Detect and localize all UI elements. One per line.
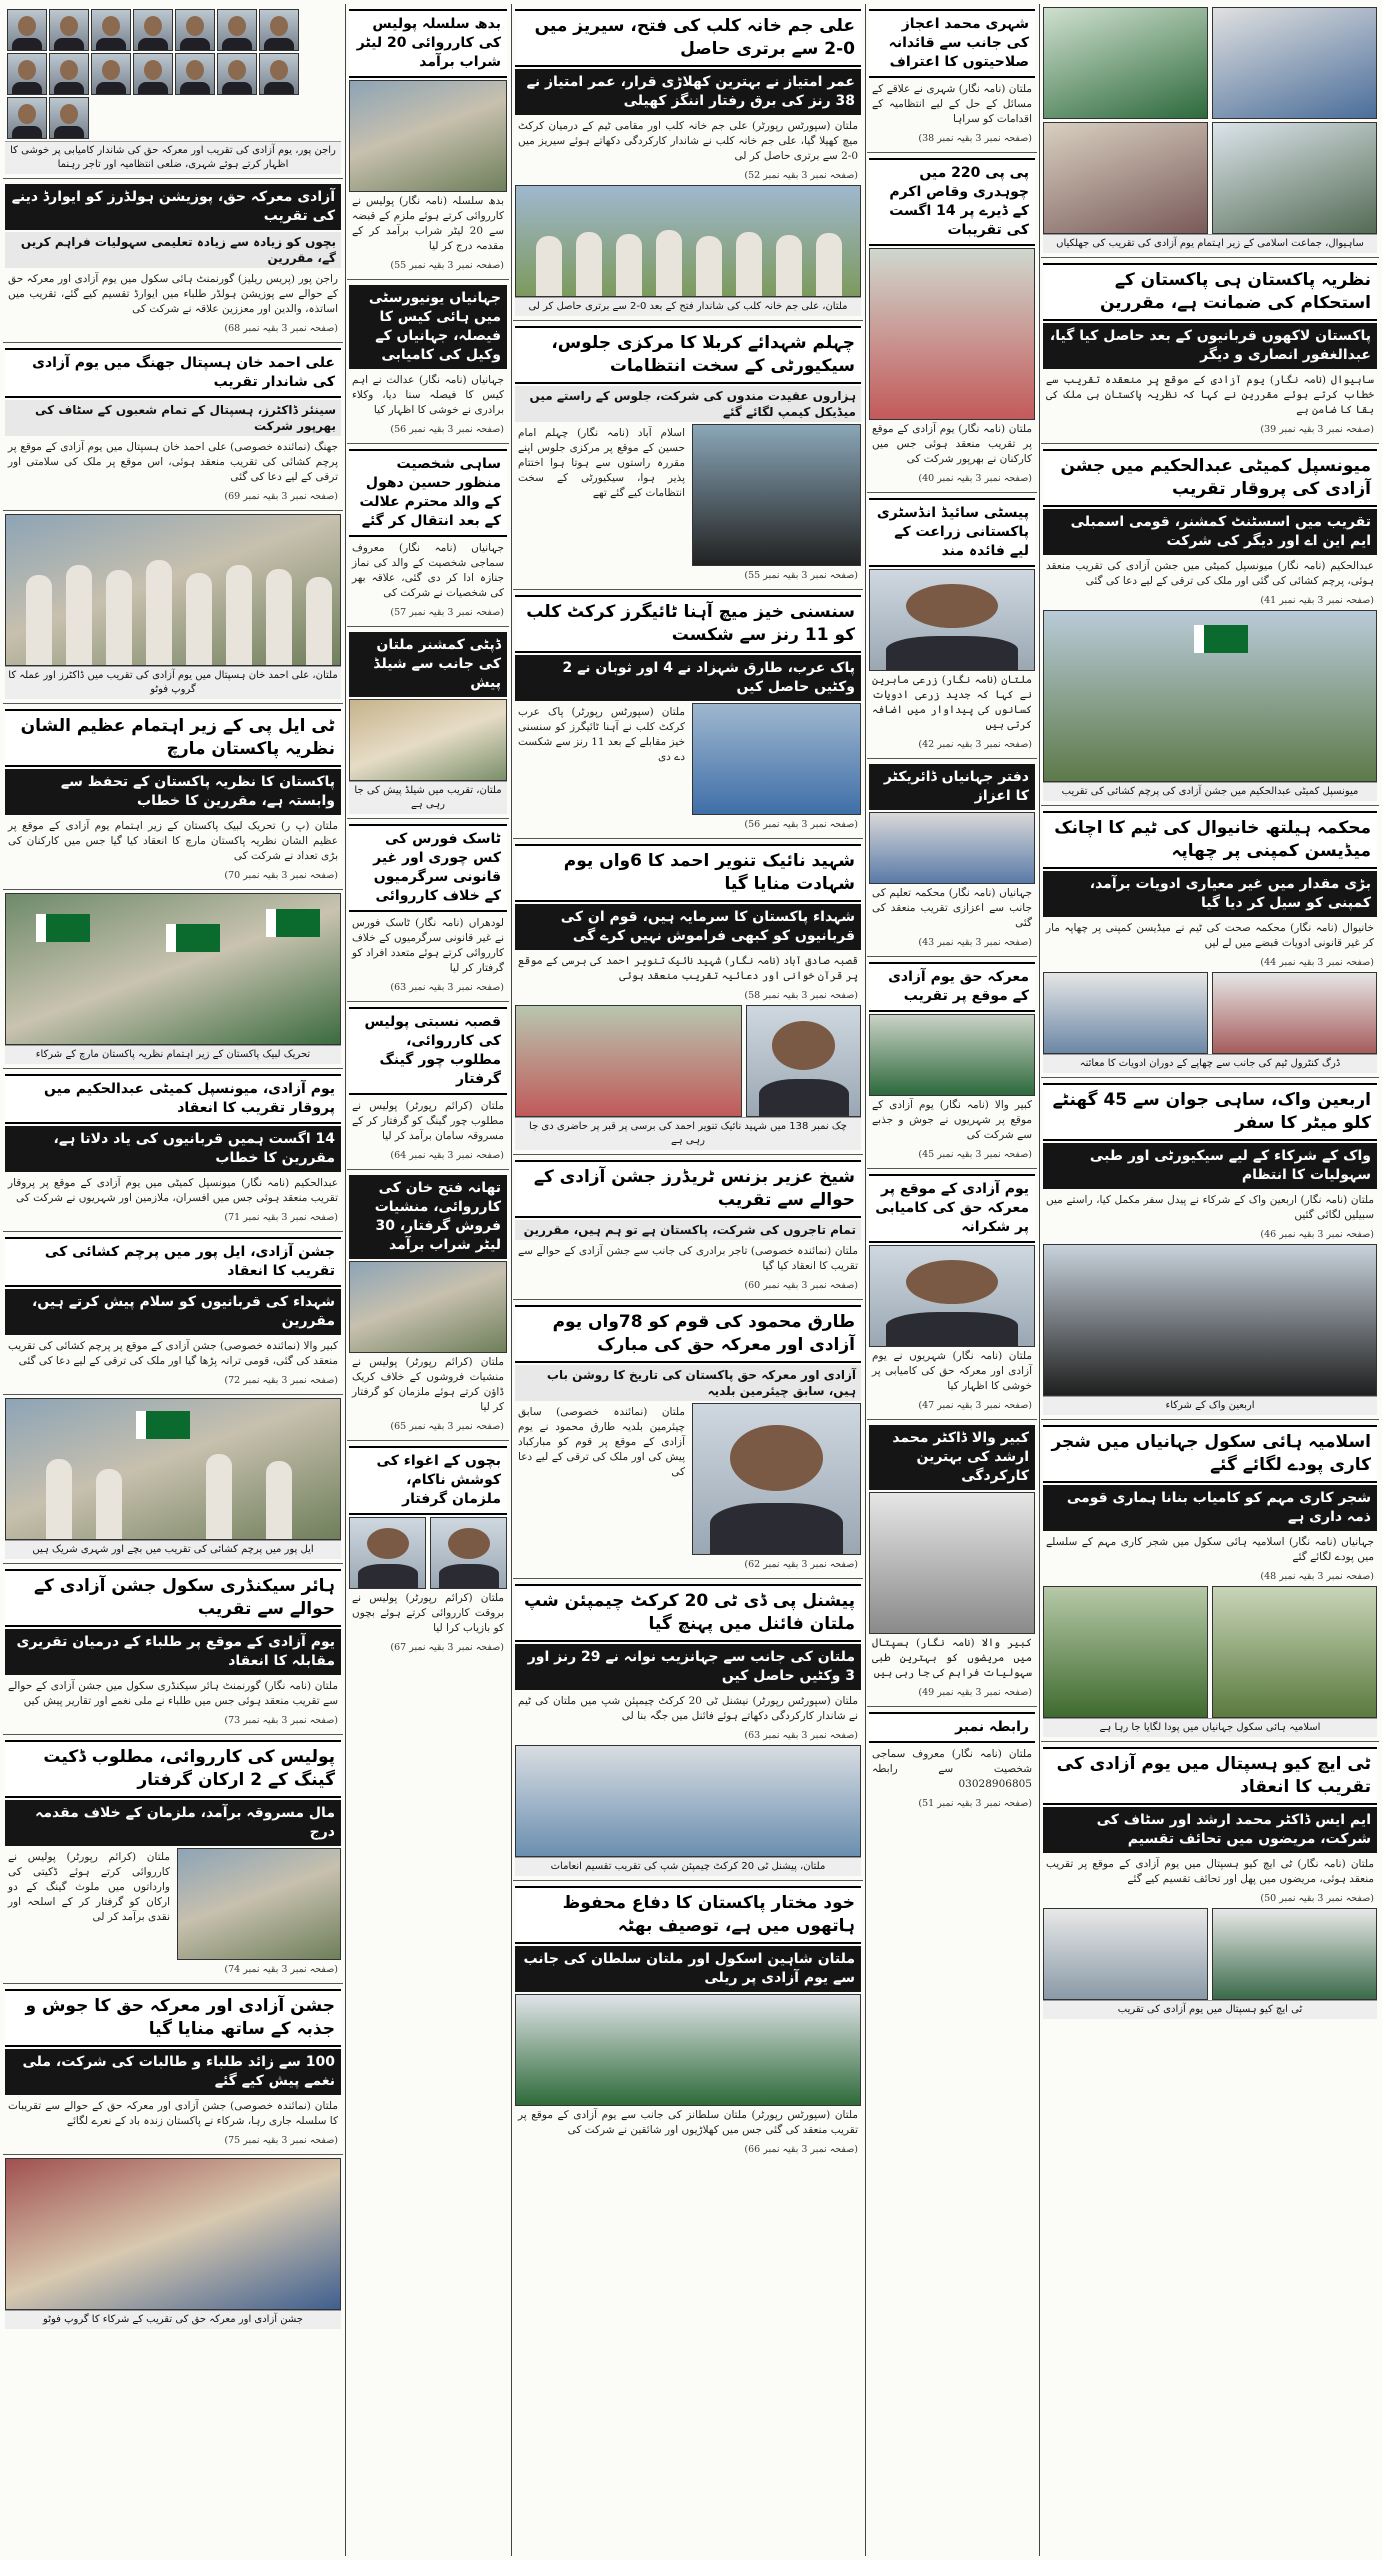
- story-col1-5: [3, 704, 343, 890]
- story-col2-2: [347, 280, 509, 444]
- police-photo: [177, 1848, 341, 1960]
- headline: طارق محمود کی قوم کو 78واں یوم آزادی اور معرکہ حق کی مبارک: [515, 1305, 861, 1363]
- portrait-photo: [7, 9, 47, 51]
- story-layout: [5, 1848, 341, 1960]
- subheadline: 14 اگست ہمیں قربانیوں کی یاد دلاتا ہے، مقررین کا خطاب: [5, 1126, 341, 1172]
- story-body: ساہیوال (نامہ نگار) یوم آزادی کے موقع پر منعقدہ تقریب سے خطاب کرتے ہوئے مقررین نے کہا کہ نظریہ پاکستان ہی ملک کی بقا کا ضامن ہے: [1046, 374, 1374, 416]
- story-body: ملتان (نمائندہ خصوصی) سابق چیئرمین بلدیہ طارق محمود نے یوم آزادی کے موقع پر قوم کو مبارکباد پیش کی اور ملک کی ترقی کے لیے دعا کی: [518, 1406, 685, 1478]
- photo-caption: چک نمبر 138 میں شہید نائیک تنویر احمد کی برسی پر قبر پر حاضری دی جا رہی ہے: [515, 1117, 861, 1150]
- story-body: خانیوال (نامہ نگار) محکمہ صحت کی ٹیم نے میڈیسن کمپنی پر چھاپہ مار کر غیر قانونی ادویات قبضے میں لے لیں: [1046, 922, 1374, 949]
- headline: محکمہ ہیلتھ خانیوال کی ٹیم کا اچانک میڈیسن کمپنی پر چھاپہ: [1043, 811, 1377, 869]
- story-body: اسلام آباد (نامہ نگار) چہلم امام حسین کے موقع پر مرکزی جلوس اپنے مقررہ راستوں سے ہوتا ہوا اختتام پذیر ہوا، سیکیورٹی کے سخت انتظامات کیے گئے تھے: [518, 427, 685, 499]
- continued-ref: (صفحہ نمبر 3 بقیہ نمبر 57): [390, 607, 504, 618]
- continued-ref: (صفحہ نمبر 3 بقیہ نمبر 67): [390, 1642, 504, 1653]
- story-body: کبیر والا (نمائندہ خصوصی) جشن آزادی کے موقع پر پرچم کشائی کی تقریب منعقد کی گئی، قومی ترانہ پڑھا گیا اور ملک کی ترقی کے لیے دعا کی گئی: [8, 1340, 338, 1367]
- story-col4-4: [867, 759, 1037, 957]
- photo-caption: جشن آزادی اور معرکہ حق کی تقریب کے شرکاء کا گروپ فوٹو: [5, 2310, 341, 2329]
- story-layout: [515, 424, 861, 566]
- cricket-team-photo: [515, 185, 861, 297]
- politician-portrait: [692, 1403, 861, 1555]
- continued-ref: (صفحہ نمبر 3 بقیہ نمبر 51): [918, 1798, 1032, 1809]
- story-col3-5: [513, 1155, 863, 1300]
- photo-caption: ساہیوال، جماعت اسلامی کے زیر اہتمام یوم آزادی کی تقریب کی جھلکیاں: [1043, 234, 1377, 253]
- subheadline: ایم ایس ڈاکٹر محمد ارشد اور سٹاف کی شرکت، مریضوں میں تحائف تقسیم: [1043, 1807, 1377, 1853]
- martyr-portrait: [746, 1005, 861, 1117]
- continued-ref: (صفحہ نمبر 3 بقیہ نمبر 43): [918, 937, 1032, 948]
- story-body: ملتان (نامہ نگار) شہریوں نے یوم آزادی اور معرکہ حق کی کامیابی پر خوشی کا اظہار کیا: [872, 1350, 1032, 1392]
- story-col5-1: [1041, 4, 1379, 258]
- grave-visit-photo: [515, 1005, 742, 1117]
- headline: میونسپل کمیٹی عبدالحکیم میں جشن آزادی کی پروقار تقریب: [1043, 449, 1377, 507]
- story-body: ملتان (نامہ نگار) یوم آزادی کے موقع پر تقریب منعقد ہوئی جس میں کارکنان نے بھرپور شرکت کی: [872, 423, 1032, 465]
- story-col3-3: [513, 590, 863, 839]
- person-figure: [306, 577, 332, 665]
- headline: بچوں کے اغواء کی کوشش ناکام، ملزمان گرفتار: [349, 1446, 507, 1515]
- continued-ref: (صفحہ نمبر 3 بقیہ نمبر 39): [1260, 424, 1374, 435]
- story-body: ملتان (پ ر) تحریک لبیک پاکستان کے زیر اہتمام یوم آزادی کے موقع پر عظیم الشان نظریہ پاکستان مارچ کا انعقاد کیا گیا جس میں کارکنان کی بڑی تعداد نے شرکت کی: [8, 820, 338, 862]
- photo-caption: ملتان، تقریب میں شیلڈ پیش کی جا رہی ہے: [349, 781, 507, 814]
- player-figure: [576, 232, 602, 296]
- subheadline: بچوں کو زیادہ سے زیادہ تعلیمی سہولیات فراہم کریں گے، مقررین: [5, 232, 341, 268]
- column-rule: [1039, 4, 1040, 2556]
- story-body: جہانیاں (نامہ نگار) معروف سماجی شخصیت کے والد کی نماز جنازہ ادا کر دی گئی، علاقہ بھر کی شخصیات نے شرکت کی: [352, 542, 504, 599]
- person-figure: [206, 1454, 232, 1539]
- story-col2-6: [347, 1002, 509, 1170]
- headline: اربعین واک، ساہی جوان سے 45 گھنٹے کلو میٹر کا سفر: [1043, 1083, 1377, 1141]
- group-photo: [5, 514, 341, 666]
- person-portrait: [869, 1245, 1035, 1347]
- headline: ٹی ایل پی کے زیر اہتمام عظیم الشان نظریہ پاکستان مارچ: [5, 709, 341, 767]
- hospital-event-photo: [1043, 1908, 1208, 2000]
- story-col1-4: [3, 511, 343, 704]
- headline: شیخ عزیر بزنس ٹریڈرز جشن آزادی کے حوالے سے تقریب: [515, 1160, 861, 1218]
- headline: ہائر سیکنڈری سکول جشن آزادی کے حوالے سے تقریب: [5, 1569, 341, 1627]
- continued-ref: (صفحہ نمبر 3 بقیہ نمبر 45): [918, 1149, 1032, 1160]
- continued-ref: (صفحہ نمبر 3 بقیہ نمبر 50): [1260, 1893, 1374, 1904]
- story-col5-5: [1041, 1078, 1379, 1420]
- story-col3-1: [513, 4, 863, 321]
- group-photo: [5, 2158, 341, 2310]
- headline: ساہی شخصیت منظور حسین دھول کے والد محترم علالت کے بعد انتقال کر گئے: [349, 449, 507, 537]
- portrait-photo: [49, 9, 89, 51]
- story-col4-5: [867, 957, 1037, 1169]
- subheadline: ہزاروں عقیدت مندوں کی شرکت، جلوس کے راستے میں میڈیکل کیمپ لگائے گئے: [515, 386, 861, 422]
- continued-ref: (صفحہ نمبر 3 بقیہ نمبر 40): [918, 473, 1032, 484]
- column-1: [3, 4, 343, 2556]
- portrait-pair: [349, 1517, 507, 1589]
- column-rule: [865, 4, 866, 2556]
- continued-ref: (صفحہ نمبر 3 بقیہ نمبر 42): [918, 739, 1032, 750]
- story-body: کبیر والا (نامہ نگار) یوم آزادی کے موقع پر شہریوں نے جوش و جذبے سے شرکت کی: [872, 1099, 1032, 1141]
- headline: علی جم خانہ کلب کی فتح، سیریز میں 0-2 سے برتری حاصل: [515, 9, 861, 67]
- headline: آزادی معرکہ حق، پوزیشن ہولڈرز کو ایوارڈ دینے کی تقریب: [5, 184, 341, 230]
- story-body: ملتان (نامہ نگار) زرعی ماہرین نے کہا کہ جدید زرعی ادویات کسانوں کی پیداوار میں اضافہ کرتی ہیں: [872, 674, 1032, 731]
- pakistan-flag-icon: [36, 914, 90, 942]
- photo-caption: ٹی ایچ کیو ہسپتال میں یوم آزادی کی تقریب: [1043, 2000, 1377, 2019]
- subheadline: تقریب میں اسسٹنٹ کمشنر، قومی اسمبلی ایم این اے اور دیگر کی شرکت: [1043, 509, 1377, 555]
- subheadline: شہداء پاکستان کا سرمایہ ہیں، قوم ان کی قربانیوں کو کبھی فراموش نہیں کرے گی: [515, 904, 861, 950]
- story-col4-6: [867, 1169, 1037, 1420]
- continued-ref: (صفحہ نمبر 3 بقیہ نمبر 48): [1260, 1571, 1374, 1582]
- continued-ref: (صفحہ نمبر 3 بقیہ نمبر 41): [1260, 595, 1374, 606]
- story-col2-7: [347, 1170, 509, 1441]
- story-col1-8: [3, 1232, 343, 1395]
- photo-caption: میونسپل کمیٹی عبدالحکیم میں جشن آزادی کی پرچم کشائی کی تقریب: [1043, 782, 1377, 801]
- story-layout: [515, 703, 861, 815]
- photo-caption: ملتان، علی احمد خان ہسپتال میں یوم آزادی کی تقریب میں ڈاکٹرز اور عملہ کا گروپ فوٹو: [5, 666, 341, 699]
- continued-ref: (صفحہ نمبر 3 بقیہ نمبر 63): [390, 982, 504, 993]
- photo-caption: تحریک لبیک پاکستان کے زیر اہتمام نظریہ پاکستان مارچ کے شرکاء: [5, 1045, 341, 1064]
- photo-row: [1043, 1586, 1377, 1718]
- story-col1-1: [3, 4, 343, 179]
- player-figure: [736, 232, 762, 296]
- headline: چہلم شہدائے کربلا کا مرکزی جلوس، سیکیورٹی کے سخت انتظامات: [515, 326, 861, 384]
- headline: پی پی 220 میں چوہدری وقاص اکرم کے ڈیرے پر 14 اگست کی تقریبات: [869, 158, 1035, 246]
- headline: اسلامیہ ہائی سکول جہانیاں میں شجر کاری پودے لگائے گئے: [1043, 1425, 1377, 1483]
- story-col5-2: [1041, 258, 1379, 444]
- headline: ڈپٹی کمشنر ملتان کی جانب سے شیلڈ پیش: [349, 632, 507, 697]
- event-photo: [515, 1994, 861, 2106]
- subheadline: واک کے شرکاء کے لیے سیکیورٹی اور طبی سہولیات کا انتظام: [1043, 1143, 1377, 1189]
- subheadline: یوم آزادی کے موقع پر طلباء کے درمیان تقریری مقابلہ کا انعقاد: [5, 1629, 341, 1675]
- march-photo: [5, 893, 341, 1045]
- portrait-photo: [49, 53, 89, 95]
- person-figure: [26, 575, 52, 665]
- person-figure: [266, 569, 292, 665]
- story-body: ملتان (نمائندہ خصوصی) تاجر برادری کی جانب سے جشن آزادی کے حوالے سے تقریب کا انعقاد کیا گیا: [518, 1245, 858, 1272]
- tree-plantation-photo: [1043, 1586, 1208, 1718]
- story-body: ملتان (نامہ نگار) معروف سماجی شخصیت سے رابطہ 03028906805: [872, 1748, 1032, 1790]
- story-body: عبدالحکیم (نامہ نگار) میونسپل کمیٹی میں جشن آزادی کی تقریب منعقد ہوئی، پرچم کشائی کی گئی اور ملک کی ترقی کے لیے دعا کی گئی: [1046, 560, 1374, 587]
- story-col1-6: [3, 890, 343, 1069]
- raid-photo: [1043, 972, 1208, 1054]
- raid-photo: [1212, 972, 1377, 1054]
- story-col5-7: [1041, 1742, 1379, 2023]
- photo-caption: ملتان، علی جم خانہ کلب کی شاندار فتح کے بعد 0-2 سے برتری حاصل کر لی: [515, 297, 861, 316]
- continued-ref: (صفحہ نمبر 3 بقیہ نمبر 60): [744, 1280, 858, 1291]
- photo-caption: ڈرگ کنٹرول ٹیم کی جانب سے چھاپے کے دوران ادویات کا معائنہ: [1043, 1054, 1377, 1073]
- story-col1-3: [3, 343, 343, 511]
- flag-hoisting-photo: [1043, 610, 1377, 782]
- portrait-photo: [217, 53, 257, 95]
- story-col5-6: [1041, 1420, 1379, 1742]
- photo-caption: اربعین واک کے شرکاء: [1043, 1396, 1377, 1415]
- event-photo: [1212, 7, 1377, 119]
- continued-ref: (صفحہ نمبر 3 بقیہ نمبر 52): [744, 170, 858, 181]
- headline: علی احمد خان ہسپتال جھنگ میں یوم آزادی کی شاندار تقریب: [5, 348, 341, 398]
- story-col2-5: [347, 819, 509, 1002]
- continued-ref: (صفحہ نمبر 3 بقیہ نمبر 62): [744, 1559, 858, 1570]
- police-raid-photo: [349, 80, 507, 192]
- story-layout: [515, 1403, 861, 1555]
- story-col4-2: [867, 153, 1037, 493]
- photo-grid: [1043, 122, 1377, 234]
- walk-photo: [1043, 1244, 1377, 1396]
- hospital-event-photo: [1212, 1908, 1377, 2000]
- person-figure: [66, 565, 92, 665]
- continued-ref: (صفحہ نمبر 3 بقیہ نمبر 44): [1260, 957, 1374, 968]
- story-body: قصبہ صادق آباد (نامہ نگار) شہید نائیک تنویر احمد کی برسی کے موقع پر قرآن خوانی اور دعائیہ تقریب منعقد ہوئی: [518, 955, 858, 982]
- story-body: بدھ سلسلہ (نامہ نگار) پولیس نے کارروائی کرتے ہوئے ملزم کے قبضہ سے 20 لیٹر شراب برآمد کر کے مقدمہ درج کر لیا: [352, 195, 505, 252]
- story-col4-3: [867, 493, 1037, 759]
- story-col4-8: [867, 1707, 1037, 1817]
- story-col3-8: [513, 1881, 863, 2163]
- subheadline: ملتان شاہین اسکول اور ملتان سلطان کی جانب سے یوم آزادی پر ریلی: [515, 1946, 861, 1992]
- portrait-photo: [49, 97, 89, 139]
- portrait-photo: [175, 9, 215, 51]
- player-figure: [616, 234, 642, 296]
- story-col5-3: [1041, 444, 1379, 806]
- story-body: ملتان (کرائم رپورٹر) پولیس نے مطلوب چور گینگ کو گرفتار کر کے مسروقہ سامان برآمد کر لیا: [352, 1100, 504, 1142]
- story-body: ملتان (نامہ نگار) ٹی ایچ کیو ہسپتال میں یوم آزادی کے موقع پر تقریب منعقد ہوئی، مریضوں میں پھل اور تحائف تقسیم کیے گئے: [1046, 1858, 1374, 1885]
- story-body: لودھراں (نامہ نگار) ٹاسک فورس نے غیر قانونی سرگرمیوں کے خلاف کارروائی کرتے ہوئے متعدد افراد کو گرفتار کر لیا: [352, 917, 504, 974]
- team-photo: [692, 703, 861, 815]
- headline: معرکہ حق یوم آزادی کے موقع پر تقریب: [869, 962, 1035, 1012]
- pakistan-flag-icon: [166, 924, 220, 952]
- headline: شہری محمد اعجاز کی جانب سے قائدانہ صلاحیتوں کا اعتراف: [869, 9, 1035, 78]
- portrait-photo: [430, 1517, 507, 1589]
- continued-ref: (صفحہ نمبر 3 بقیہ نمبر 56): [744, 819, 858, 830]
- pakistan-flag-icon: [1194, 625, 1248, 653]
- photo-caption: راجن پور، یوم آزادی کی تقریب اور معرکہ حق کی شاندار کامیابی پر خوشی کا اظہار کرتے ہوئے شہری، ضلعی انتظامیہ اور تاجر رہنما: [5, 141, 341, 174]
- continued-ref: (صفحہ نمبر 3 بقیہ نمبر 72): [224, 1375, 338, 1386]
- portrait-strip: [5, 7, 341, 141]
- story-col2-4: [347, 627, 509, 819]
- photo-caption: ایل پور میں پرچم کشائی کی تقریب میں بچے اور شہری شریک ہیں: [5, 1540, 341, 1559]
- continued-ref: (صفحہ نمبر 3 بقیہ نمبر 66): [744, 2144, 858, 2155]
- story-body: ملتان (سپورٹس رپورٹر) پاک عرب کرکٹ کلب نے آہنا ٹائیگرز کو سنسنی خیز مقابلے کے بعد 11 رنز سے شکست دے دی: [518, 706, 685, 763]
- police-photo: [349, 1261, 507, 1353]
- story-body: کبیر والا (نامہ نگار) ہسپتال میں مریضوں کو بہترین طبی سہولیات فراہم کی جا رہی ہیں: [872, 1637, 1032, 1679]
- event-photo: [869, 1014, 1035, 1096]
- story-body: ملتان (نامہ نگار) شہری نے علاقے کے مسائل کے حل کے لیے انتظامیہ کے اقدامات کو سراہا: [872, 83, 1032, 125]
- flag-hoisting-photo: [5, 1398, 341, 1540]
- person-figure: [266, 1461, 292, 1539]
- continued-ref: (صفحہ نمبر 3 بقیہ نمبر 56): [390, 424, 504, 435]
- event-photo: [869, 248, 1035, 420]
- subheadline: شہداء کی قربانیوں کو سلام پیش کرتے ہیں، مقررین: [5, 1289, 341, 1335]
- player-figure: [696, 236, 722, 296]
- story-col3-4: [513, 839, 863, 1155]
- portrait-photo: [175, 53, 215, 95]
- story-col1-13: [3, 2155, 343, 2333]
- headline: پولیس کی کارروائی، مطلوب ڈکیت گینگ کے 2 ارکان گرفتار: [5, 1740, 341, 1798]
- portrait-photo: [259, 9, 299, 51]
- story-col2-8: [347, 1441, 509, 1661]
- story-col2-3: [347, 444, 509, 627]
- portrait-photo: [349, 1517, 426, 1589]
- story-body: ملتان (سپورٹس رپورٹر) ملتان سلطانز کی جانب سے یوم آزادی کے موقع پر تقریب منعقد کی گئی جس میں کھلاڑیوں اور شائقین نے شرکت کی: [518, 2109, 858, 2136]
- photo-grid: [1043, 7, 1377, 119]
- continued-ref: (صفحہ نمبر 3 بقیہ نمبر 74): [224, 1964, 338, 1975]
- story-col3-6: [513, 1300, 863, 1579]
- photo-row: [1043, 972, 1377, 1054]
- continued-ref: (صفحہ نمبر 3 بقیہ نمبر 65): [390, 1421, 504, 1432]
- story-col1-10: [3, 1564, 343, 1735]
- portrait-photo: [91, 53, 131, 95]
- story-col1-11: [3, 1735, 343, 1984]
- subheadline: عمر امتیاز نے بہترین کھلاڑی قرار، عمر امتیاز نے 38 رنز کی برق رفتار اننگز کھیلی: [515, 69, 861, 115]
- subheadline: پاک عرب، طارق شہزاد نے 4 اور ثوبان نے 2 وکٹیں حاصل کیں: [515, 655, 861, 701]
- headline: جشن آزادی اور معرکہ حق کا جوش و جذبہ کے ساتھ منایا گیا: [5, 1989, 341, 2047]
- continued-ref: (صفحہ نمبر 3 بقیہ نمبر 64): [390, 1150, 504, 1161]
- event-photo: [1212, 122, 1377, 234]
- story-body: ملتان (کرائم رپورٹر) پولیس نے منشیات فروشوں کے خلاف کریک ڈاؤن کرتے ہوئے ملزمان کو گرفتار کر لیا: [352, 1356, 504, 1413]
- photo-row: [1043, 1908, 1377, 2000]
- story-body: ملتان (کرائم رپورٹر) پولیس نے کارروائی کرتے ہوئے ڈکیتی کی وارداتوں میں ملوث گینگ کے دو ارکان کو گرفتار کر کے اسلحہ اور نقدی برآمد کر لی: [8, 1851, 170, 1923]
- subheadline: آزادی اور معرکہ حق پاکستان کی تاریخ کا روشن باب ہیں، سابق چیئرمین بلدیہ: [515, 1365, 861, 1401]
- story-body: جہانیاں (نامہ نگار) عدالت نے اہم کیس کا فیصلہ سنا دیا، وکلاء برادری نے خوشی کا اظہار کیا: [352, 374, 504, 416]
- story-body: ملتان (سپورٹس رپورٹر) نیشنل ٹی 20 کرکٹ چیمپئن شپ میں ملتان کی ٹیم نے شاندار کارکردگی دکھاتے ہوئے فائنل میں جگہ بنا لی: [518, 1695, 858, 1722]
- player-figure: [776, 235, 802, 296]
- person-figure: [96, 1469, 122, 1539]
- column-2: [347, 4, 509, 2556]
- portrait-photo: [133, 9, 173, 51]
- subheadline: سینئر ڈاکٹرز، ہسپتال کے تمام شعبوں کے سٹاف کی بھرپور شرکت: [5, 400, 341, 436]
- player-figure: [656, 230, 682, 296]
- story-body: ملتان (نمائندہ خصوصی) جشن آزادی اور معرکہ حق کے حوالے سے تقریبات کا سلسلہ جاری رہا، شرکاء نے پاکستان زندہ باد کے نعرے لگائے: [8, 2100, 338, 2127]
- headline: دفتر جہانیاں ڈائریکٹر کا اعزاز: [869, 764, 1035, 810]
- continued-ref: (صفحہ نمبر 3 بقیہ نمبر 46): [1260, 1229, 1374, 1240]
- headline: رابطہ نمبر: [869, 1712, 1035, 1743]
- player-figure: [816, 233, 842, 296]
- person-portrait: [869, 569, 1035, 671]
- headline: تھانہ فتح خان کی کارروائی، منشیات فروش گرفتار، 30 لیٹر شراب برآمد: [349, 1175, 507, 1259]
- headline: خود مختار پاکستان کا دفاع محفوظ ہاتھوں میں ہے، توصیف بھٹہ: [515, 1886, 861, 1944]
- photo-caption: اسلامیہ ہائی سکول جہانیاں میں پودا لگایا جا رہا ہے: [1043, 1718, 1377, 1737]
- person-figure: [186, 573, 212, 665]
- continued-ref: (صفحہ نمبر 3 بقیہ نمبر 38): [918, 133, 1032, 144]
- headline: پیشنل پی ڈی ٹی 20 کرکٹ چیمپئن شپ ملتان فائنل میں پہنچ گیا: [515, 1584, 861, 1642]
- story-body: راجن پور (پریس ریلیز) گورنمنٹ ہائی سکول میں یوم آزادی اور معرکہ حق کے حوالے سے پوزیشن ہولڈر طلباء میں ایوارڈ تقسیم کیے گئے، تقریب میں اساتذہ، والدین اور معززین علاقہ نے شرکت کی: [8, 273, 338, 315]
- continued-ref: (صفحہ نمبر 3 بقیہ نمبر 71): [224, 1212, 338, 1223]
- headline: کبیر والا ڈاکٹر محمد ارشد کی بہترین کارکردگی: [869, 1425, 1035, 1490]
- headline: سنسنی خیز میچ آہنا ٹائیگرز کرکٹ کلب کو 11 رنز سے شکست: [515, 595, 861, 653]
- headline: جہانیاں یونیورسٹی میں ہائی کیس کا فیصلہ، جہانیاں کے وکیل کی کامیابی: [349, 285, 507, 369]
- person-figure: [46, 1459, 72, 1539]
- story-body: ملتان (کرائم رپورٹر) پولیس نے بروقت کارروائی کرتے ہوئے بچوں کو بازیاب کرا لیا: [352, 1592, 504, 1634]
- column-5: [1041, 4, 1379, 2556]
- headline: شہید نائیک تنویر احمد کا 6واں یوم شہادت منایا گیا: [515, 844, 861, 902]
- portrait-photo: [259, 53, 299, 95]
- headline: پیسٹی سائیڈ انڈسٹری پاکستانی زراعت کے لیے فائدہ مند: [869, 498, 1035, 567]
- story-col5-4: [1041, 806, 1379, 1078]
- headline: یوم آزادی، میونسپل کمیٹی عبدالحکیم میں پروقار تقریب کا انعقاد: [5, 1074, 341, 1124]
- subheadline: تمام تاجروں کی شرکت، پاکستان ہے تو ہم ہیں، مقررین: [515, 1220, 861, 1240]
- headline: بدھ سلسلہ پولیس کی کارروائی 20 لیٹر شراب برآمد: [349, 9, 507, 78]
- column-4: [867, 4, 1037, 2556]
- column-rule: [345, 4, 346, 2556]
- subheadline: ملتان کی جانب سے جہانزیب نوانہ نے 29 رنز اور 3 وکٹیں حاصل کیں: [515, 1644, 861, 1690]
- story-col1-9: [3, 1395, 343, 1564]
- photo-row: [515, 1005, 861, 1117]
- subheadline: بڑی مقدار میں غیر معیاری ادویات برآمد، کمپنی کو سیل کر دیا گیا: [1043, 871, 1377, 917]
- pakistan-flag-icon: [136, 1411, 190, 1439]
- headline: جشن آزادی، ایل پور میں پرچم کشائی کی تقریب کا انعقاد: [5, 1237, 341, 1287]
- event-photo: [1043, 122, 1208, 234]
- story-body: جہانیاں (نامہ نگار) محکمہ تعلیم کی جانب سے اعزازی تقریب منعقد کی گئی: [872, 887, 1032, 929]
- story-body: جھنگ (نمائندہ خصوصی) علی احمد خان ہسپتال میں یوم آزادی کے موقع پر پرچم کشائی کی تقریب منعقد ہوئی، اس موقع پر ملک کی سلامتی اور ترقی کے لیے دعا کی گئی: [8, 441, 338, 483]
- continued-ref: (صفحہ نمبر 3 بقیہ نمبر 68): [224, 323, 338, 334]
- continued-ref: (صفحہ نمبر 3 بقیہ نمبر 75): [224, 2135, 338, 2146]
- continued-ref: (صفحہ نمبر 3 بقیہ نمبر 58): [744, 990, 858, 1001]
- headline: یوم آزادی کے موقع پر معرکہ حق کی کامیابی پر شکرانہ: [869, 1174, 1035, 1243]
- story-body: جہانیاں (نامہ نگار) اسلامیہ ہائی سکول میں شجر کاری مہم کے سلسلے میں پودے لگائے گئے: [1046, 1536, 1374, 1563]
- continued-ref: (صفحہ نمبر 3 بقیہ نمبر 69): [224, 491, 338, 502]
- portrait-photo: [133, 53, 173, 95]
- event-photo: [1043, 7, 1208, 119]
- continued-ref: (صفحہ نمبر 3 بقیہ نمبر 55): [744, 570, 858, 581]
- prize-distribution-photo: [515, 1745, 861, 1857]
- award-photo: [869, 812, 1035, 884]
- person-figure: [106, 570, 132, 665]
- portrait-photo: [91, 9, 131, 51]
- continued-ref: (صفحہ نمبر 3 بقیہ نمبر 47): [918, 1400, 1032, 1411]
- subheadline: پاکستان کا نظریہ پاکستان کے تحفظ سے وابستہ ہے، مقررین کا خطاب: [5, 769, 341, 815]
- subheadline: 100 سے زائد طلباء و طالبات کی شرکت، ملی نغمے پیش کیے گئے: [5, 2049, 341, 2095]
- story-col4-7: [867, 1420, 1037, 1707]
- story-body: ملتان (سپورٹس رپورٹر) علی جم خانہ کلب اور مقامی ٹیم کے درمیان کرکٹ میچ کھیلا گیا، علی جم خانہ کلب نے شاندار کارکردگی دکھاتے ہوئے سیریز میں 0-2 سے برتری حاصل کر لی: [518, 120, 858, 162]
- story-col2-1: [347, 4, 509, 280]
- column-rule: [511, 4, 512, 2556]
- story-col1-7: [3, 1069, 343, 1232]
- tree-plantation-photo: [1212, 1586, 1377, 1718]
- continued-ref: (صفحہ نمبر 3 بقیہ نمبر 73): [224, 1715, 338, 1726]
- headline: ٹی ایچ کیو ہسپتال میں یوم آزادی کی تقریب کا انعقاد: [1043, 1747, 1377, 1805]
- subheadline: پاکستان لاکھوں قربانیوں کے بعد حاصل کیا گیا، عبدالغفور انصاری و دیگر: [1043, 323, 1377, 369]
- subheadline: شجر کاری مہم کو کامیاب بنانا ہماری قومی ذمہ داری ہے: [1043, 1485, 1377, 1531]
- headline: قصبہ نسبتی پولیس کی کارروائی، مطلوب چور گینگ گرفتار: [349, 1007, 507, 1095]
- hospital-photo: [869, 1492, 1035, 1634]
- person-figure: [226, 565, 252, 665]
- column-3: [513, 4, 863, 2556]
- pakistan-flag-icon: [266, 909, 320, 937]
- continued-ref: (صفحہ نمبر 3 بقیہ نمبر 70): [224, 870, 338, 881]
- story-col4-1: [867, 4, 1037, 153]
- story-col1-12: [3, 1984, 343, 2155]
- person-figure: [146, 560, 172, 665]
- portrait-photo: [7, 53, 47, 95]
- story-body: عبدالحکیم (نامہ نگار) میونسپل کمیٹی میں یوم آزادی کے موقع پر پروقار تقریب منعقد ہوئی جس میں افسران، ملازمین اور شہریوں نے شرکت کی: [8, 1177, 338, 1204]
- story-col3-2: [513, 321, 863, 590]
- procession-photo: [692, 424, 861, 566]
- photo-caption: ملتان، پیشنل ٹی 20 کرکٹ چیمپئن شپ کی تقریب تقسیم انعامات: [515, 1857, 861, 1876]
- player-figure: [536, 236, 562, 296]
- story-body: ملتان (نامہ نگار) گورنمنٹ ہائر سیکنڈری سکول میں جشن آزادی کے حوالے سے تقریب منعقد ہوئی جس میں طلباء نے ملی نغمے اور تقاریر پیش کیں: [8, 1680, 338, 1707]
- shield-ceremony-photo: [349, 699, 507, 781]
- story-col1-2: [3, 179, 343, 343]
- continued-ref: (صفحہ نمبر 3 بقیہ نمبر 49): [918, 1687, 1032, 1698]
- continued-ref: (صفحہ نمبر 3 بقیہ نمبر 63): [744, 1730, 858, 1741]
- portrait-photo: [7, 97, 47, 139]
- subheadline: مال مسروقہ برآمد، ملزمان کے خلاف مقدمہ درج: [5, 1800, 341, 1846]
- continued-ref: (صفحہ نمبر 3 بقیہ نمبر 55): [390, 260, 504, 271]
- headline: نظریہ پاکستان ہی پاکستان کے استحکام کی ضمانت ہے، مقررین: [1043, 263, 1377, 321]
- portrait-photo: [217, 9, 257, 51]
- headline: ٹاسک فورس کی کس چوری اور غیر قانونی سرگرمیوں کے خلاف کارروائی: [349, 824, 507, 912]
- story-col3-7: [513, 1579, 863, 1881]
- story-body: ملتان (نامہ نگار) اربعین واک کے شرکاء نے پیدل سفر مکمل کیا، راستے میں سبیلیں لگائی گئیں: [1046, 1194, 1374, 1221]
